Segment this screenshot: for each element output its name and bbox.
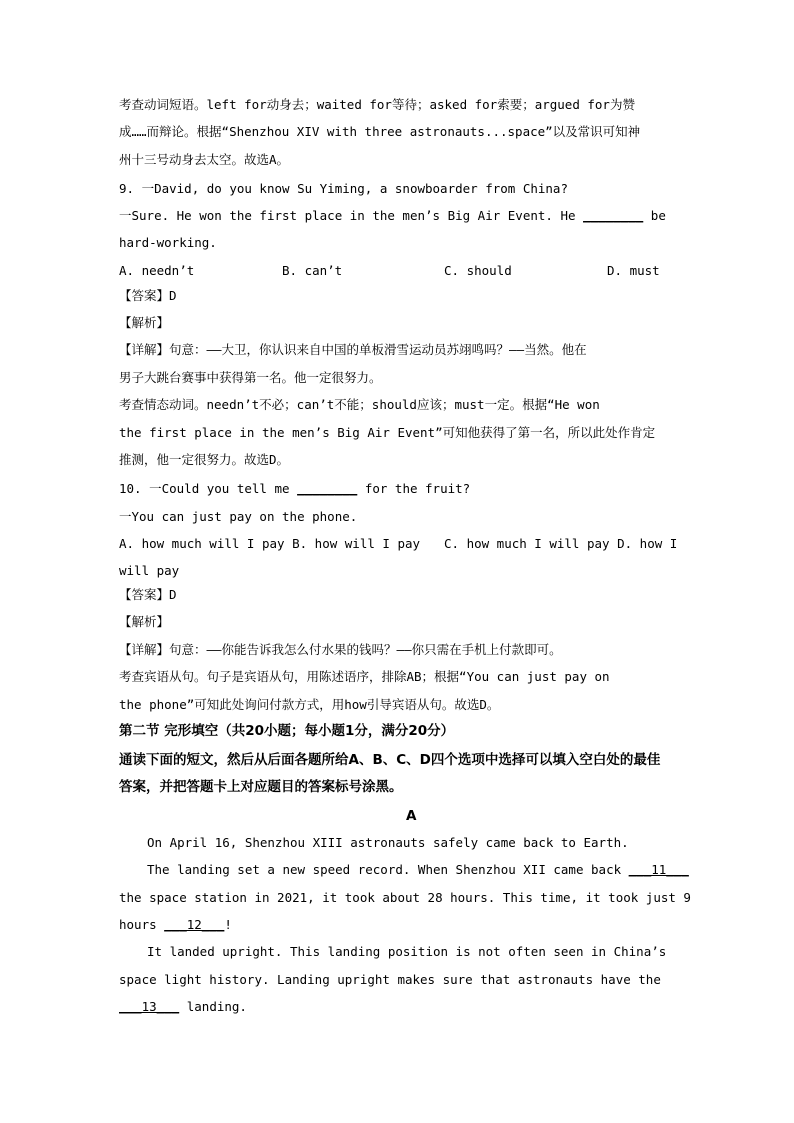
text: 10. 一Could you tell me	[119, 481, 298, 496]
detail-line: 【详解】句意：——大卫，你认识来自中国的单板滑雪运动员苏翊鸣吗？——当然。他在	[119, 342, 587, 357]
passage-line	[119, 916, 232, 934]
question-10-stem	[119, 480, 470, 498]
passage-line	[119, 998, 247, 1016]
question-9-line	[119, 207, 666, 225]
options-c-d: C. how much I will pay D. how I	[444, 536, 678, 551]
answer-label: 【答案】D	[119, 288, 177, 303]
detail-line: the first place in the men’s Big Air Event”可知他获得了第一名，所以此处作肯定	[119, 425, 656, 440]
passage-line: the space station in 2021, it took about 28 hours. This time, it took just 9	[119, 890, 691, 905]
text: hours	[119, 917, 165, 932]
blank-12: ___12___	[164, 917, 225, 932]
passage-line: On April 16, Shenzhou XIII astronauts safely came back to Earth.	[147, 835, 629, 850]
detail-line: 推测，他一定很努力。故选D。	[119, 452, 290, 467]
text: landing.	[179, 999, 247, 1014]
option-a: A. needn’t	[119, 263, 195, 278]
text-line: 州十三号动身去太空。故选A。	[119, 152, 290, 167]
detail-line: 【详解】句意：——你能告诉我怎么付水果的钱吗？——你只需在手机上付款即可。	[119, 642, 562, 657]
option-c: C. should	[444, 263, 512, 278]
passage-label: A	[406, 808, 417, 824]
detail-line: 考查情态动词。needn’t不必；can’t不能；should应该；must一定。根据“He won	[119, 397, 600, 412]
blank-13: ___13___	[119, 999, 180, 1014]
question-10-options	[119, 535, 679, 553]
analysis-label: 【解析】	[119, 614, 170, 629]
text: for the fruit?	[357, 481, 471, 496]
passage-line: space light history. Landing upright makes sure that astronauts have the	[119, 972, 661, 987]
section-heading: 第二节 完形填空（共20小题；每小题1分，满分20分）	[119, 723, 455, 739]
detail-line: the phone”可知此处询问付款方式，用how引导宾语从句。故选D。	[119, 697, 500, 712]
question-10-options-cont: will pay	[119, 563, 180, 578]
text: be	[643, 208, 666, 223]
question-9-options	[119, 262, 679, 280]
section-instruction: 通读下面的短文，然后从后面各题所给A、B、C、D四个选项中选择可以填入空白处的最佳	[119, 752, 661, 768]
blank-11: ___11___	[628, 862, 689, 877]
question-9-stem: 9. 一David, do you know Su Yiming, a snowboarder from China?	[119, 181, 568, 196]
question-10-line: 一You can just pay on the phone.	[119, 509, 358, 524]
passage-line: It landed upright. This landing position is not often seen in China’s	[147, 944, 667, 959]
text-line: 成……而辩论。根据“Shenzhou XIV with three astronauts...space”以及常识可知神	[119, 124, 641, 139]
option-b: B. can’t	[282, 263, 343, 278]
text: !	[224, 917, 232, 932]
section-instruction: 答案，并把答题卡上对应题目的答案标号涂黑。	[119, 779, 403, 795]
question-9-line: hard-working.	[119, 235, 217, 250]
detail-line: 考查宾语从句。句子是宾语从句，用陈述语序，排除AB；根据“You can just pay on	[119, 669, 610, 684]
passage-line	[147, 861, 689, 879]
answer-blank: ________	[297, 481, 358, 496]
option-d: D. must	[607, 263, 660, 278]
detail-line: 男子大跳台赛事中获得第一名。他一定很努力。	[119, 370, 382, 385]
text-line: 考查动词短语。left for动身去；waited for等待；asked for索要；argued for为赞	[119, 97, 635, 112]
answer-label: 【答案】D	[119, 587, 177, 602]
text: The landing set a new speed record. When Shenzhou XII came back	[147, 862, 629, 877]
text: 一Sure. He won the first place in the men’s Big Air Event. He	[119, 208, 584, 223]
options-a-b: A. how much will I pay B. how will I pay	[119, 536, 421, 551]
answer-blank: ________	[583, 208, 644, 223]
analysis-label: 【解析】	[119, 315, 170, 330]
